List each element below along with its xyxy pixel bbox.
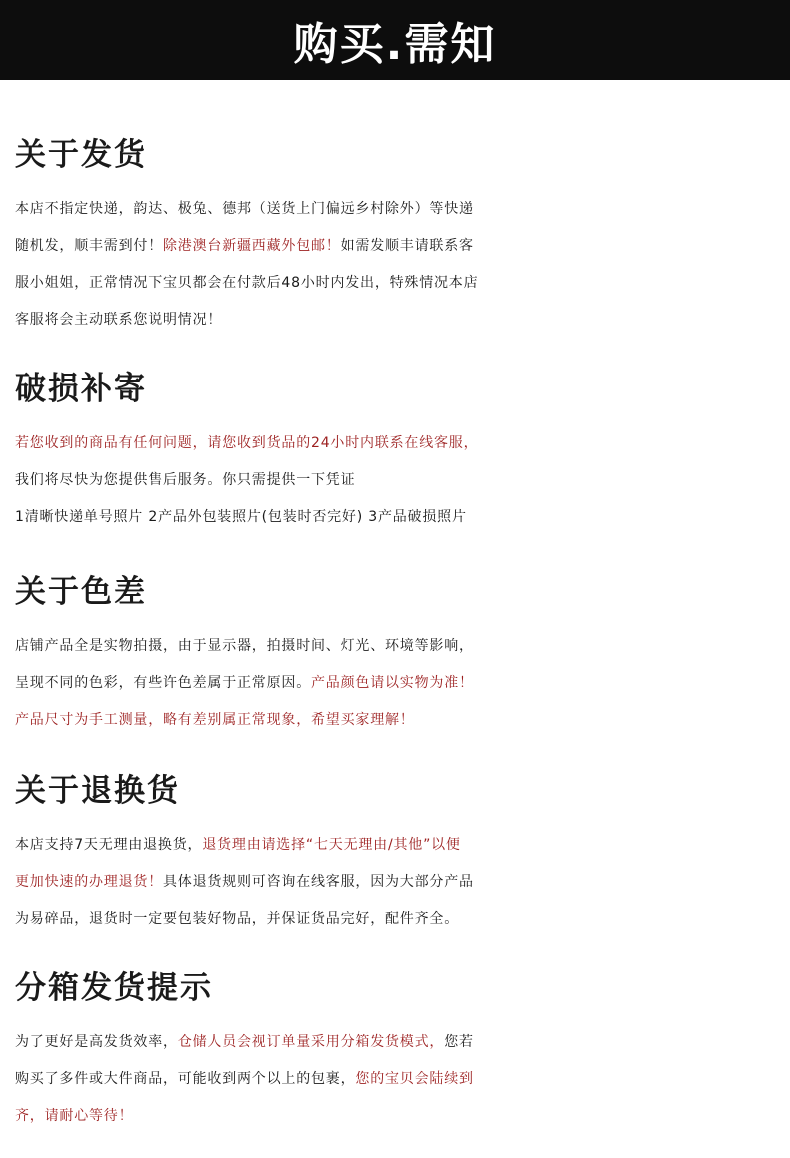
highlight-text: 您的宝贝会陆续到 xyxy=(355,1071,474,1087)
body-text: 呈现不同的色彩，有些许色差属于正常原因。 xyxy=(15,675,311,691)
body-text: 如需发顺丰请联系客 xyxy=(340,238,474,254)
page-title: 购买.需知 xyxy=(293,19,497,70)
section-body xyxy=(15,191,780,339)
section-body xyxy=(15,1024,780,1135)
section-title: 关于色差 xyxy=(15,574,147,610)
body-text: 店铺产品全是实物拍摄，由于显示器，拍摄时间、灯光、环境等影响， xyxy=(15,638,474,654)
highlight-text: 退货理由请选择“七天无理由/其他”以便 xyxy=(202,837,461,853)
text-line xyxy=(15,499,780,536)
text-line xyxy=(15,901,780,938)
body-text: 1清晰快递单号照片 2产品外包装照片(包装时否完好) 3产品破损照片 xyxy=(15,509,467,525)
text-line xyxy=(15,665,780,702)
body-text: 我们将尽快为您提供售后服务。你只需提供一下凭证 xyxy=(15,472,356,488)
text-line xyxy=(15,864,780,901)
text-line xyxy=(15,702,780,739)
body-text: 为了更好是高发货效率， xyxy=(15,1034,178,1050)
section-title: 分箱发货提示 xyxy=(15,970,213,1006)
highlight-text: 更加快速的办理退货！ xyxy=(15,874,163,890)
section-2 xyxy=(15,369,780,536)
text-line xyxy=(15,265,780,302)
section-5 xyxy=(15,968,780,1135)
text-line xyxy=(15,827,780,864)
body-text: 您若 xyxy=(444,1034,474,1050)
text-line xyxy=(15,425,780,462)
section-body xyxy=(15,425,780,536)
highlight-text: 产品尺寸为手工测量，略有差别属正常现象，希望买家理解！ xyxy=(15,712,415,728)
highlight-text: 除港澳台新疆西藏外包邮！ xyxy=(163,238,341,254)
text-line xyxy=(15,1024,780,1061)
header-banner xyxy=(0,0,790,80)
body-text: 购买了多件或大件商品，可能收到两个以上的包裹， xyxy=(15,1071,356,1087)
highlight-text: 齐，请耐心等待！ xyxy=(15,1108,134,1124)
section-title: 关于退换货 xyxy=(15,773,180,809)
text-line xyxy=(15,462,780,499)
body-text: 随机发，顺丰需到付！ xyxy=(15,238,163,254)
body-text: 本店支持7天无理由退换货， xyxy=(15,837,203,853)
text-line xyxy=(15,628,780,665)
body-text: 本店不指定快递，韵达、极兔、德邦（送货上门偏远乡村除外）等快递 xyxy=(15,201,474,217)
section-body xyxy=(15,628,780,739)
body-text: 服小姐姐，正常情况下宝贝都会在付款后48小时内发出，特殊情况本店 xyxy=(15,275,479,291)
section-title: 关于发货 xyxy=(15,137,147,173)
text-line xyxy=(15,228,780,265)
section-body xyxy=(15,827,780,938)
text-line xyxy=(15,1061,780,1098)
body-text: 为易碎品，退货时一定要包装好物品，并保证货品完好，配件齐全。 xyxy=(15,911,459,927)
body-text: 客服将会主动联系您说明情况！ xyxy=(15,312,223,328)
section-4 xyxy=(15,771,780,938)
body-text: 具体退货规则可咨询在线客服，因为大部分产品 xyxy=(163,874,474,890)
section-1 xyxy=(15,135,780,339)
section-3 xyxy=(15,572,780,739)
highlight-text: 若您收到的商品有任何问题，请您收到货品的24小时内联系在线客服， xyxy=(15,435,479,451)
text-line xyxy=(15,1098,780,1135)
section-title: 破损补寄 xyxy=(15,371,147,407)
highlight-text: 产品颜色请以实物为准！ xyxy=(311,675,474,691)
highlight-text: 仓储人员会视订单量采用分箱发货模式， xyxy=(177,1034,445,1050)
text-line xyxy=(15,302,780,339)
text-line xyxy=(15,191,780,228)
